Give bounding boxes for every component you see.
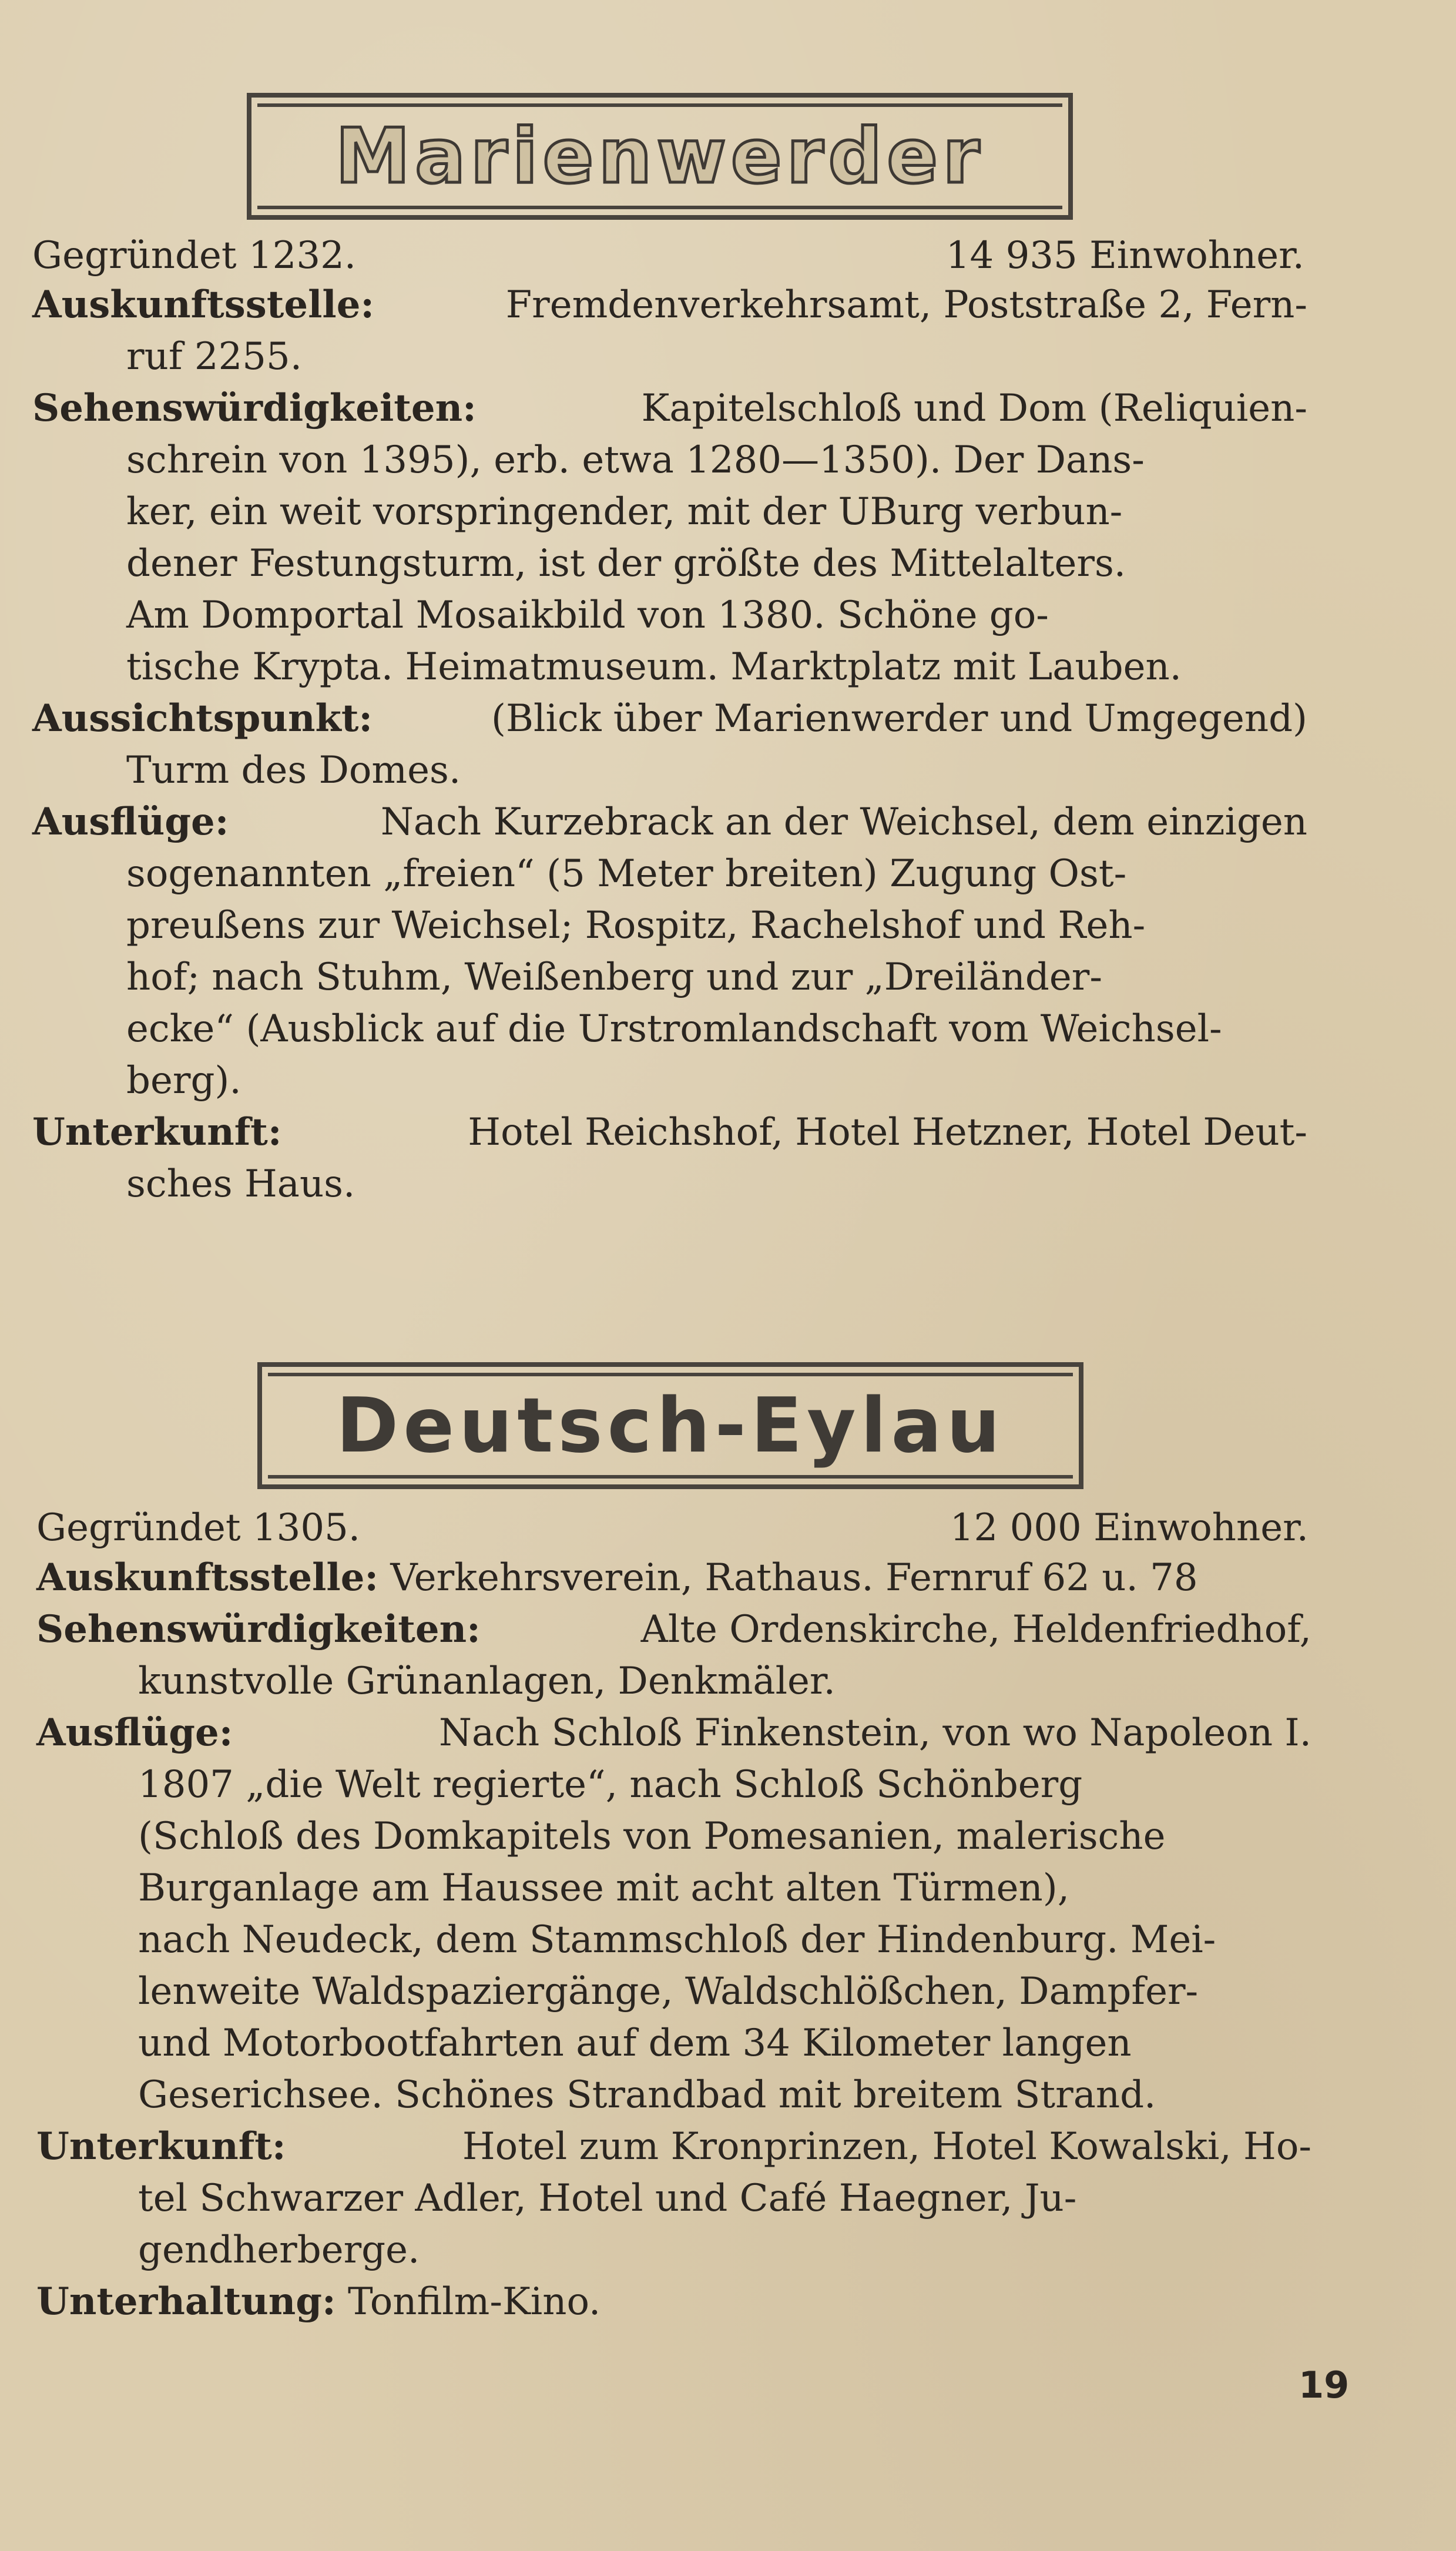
text-line [32, 1106, 1307, 1159]
text-line [126, 899, 1307, 952]
entry-text: Geserichsee. Schönes Strandbad mit breitem Strand. [138, 2073, 1156, 2117]
entry-text: ker, ein weit vorspringender, mit der UBurg verbun- [126, 490, 1123, 534]
entry-text: schrein von 1395), erb. etwa 1280—1350). Der Dans- [126, 438, 1145, 482]
entry-text: (Blick über Marienwerder und Umgegend) [491, 697, 1307, 740]
text-line [36, 1707, 1311, 1759]
entry-label: Unterhaltung: [36, 2280, 336, 2324]
entry-text: Hotel zum Kronprinzen, Hotel Kowalski, Ho- [462, 2125, 1311, 2168]
text-line [138, 1862, 1311, 1915]
text-line [126, 951, 1307, 1004]
entry-text: Burganlage am Haussee mit acht alten Türmen), [138, 1866, 1070, 1910]
entry-text: Hotel Reichshof, Hotel Hetzner, Hotel Deut- [468, 1111, 1307, 1154]
text-line [126, 641, 1307, 693]
text-line [32, 692, 1307, 745]
entry-text: Am Domportal Mosaikbild von 1380. Schöne go- [126, 594, 1049, 637]
entry-text: dener Festungsturm, ist der größte des Mittelalters. [126, 542, 1126, 585]
section-title: Deutsch-Eylau [336, 1382, 1005, 1470]
entry-text: Nach Schloß Finkenstein, von wo Napoleon I. [439, 1711, 1311, 1755]
entry-text: (Schloß des Domkapitels von Pomesanien, malerische [138, 1815, 1166, 1858]
text-line [32, 796, 1307, 849]
entry-text: nach Neudeck, dem Stammschloß der Hindenburg. Mei- [138, 1918, 1216, 1962]
entry-label: Ausflüge: [36, 1711, 233, 1755]
entry-text: Tonfilm-Kino. [348, 2280, 601, 2324]
founded-population-row [32, 229, 1304, 282]
entry-text: sogenannten „freien“ (5 Meter breiten) Zugung Ost- [126, 852, 1127, 896]
entry-text: preußens zur Weichsel; Rospitz, Rachelshof und Reh- [126, 904, 1146, 947]
entry-text: berg). [126, 1059, 241, 1102]
text-line [36, 2275, 1311, 2328]
text-line [126, 847, 1307, 900]
entry-label: Sehenswürdigkeiten: [32, 386, 477, 430]
entry-text: hof; nach Stuhm, Weißenberg und zur „Dreiländer- [126, 956, 1102, 999]
text-line [138, 2017, 1311, 2070]
page-number: 19 [1299, 2364, 1350, 2406]
text-line [126, 1158, 1307, 1211]
entry-text: Kapitelschloß und Dom (Reliquien- [641, 387, 1307, 430]
entry-text: ruf 2255. [126, 335, 303, 378]
entry-label: Auskunftsstelle: [32, 283, 375, 327]
text-line [126, 485, 1307, 538]
entry-text: lenweite Waldspaziergänge, Waldschlößchen, Dampfer- [138, 1970, 1199, 2013]
text-line [138, 2069, 1311, 2121]
text-line [138, 2172, 1311, 2225]
entry-label: Auskunftsstelle: [36, 1556, 379, 1600]
entry-text: 1807 „die Welt regierte“, nach Schloß Schönberg [138, 1763, 1083, 1806]
text-line [138, 1758, 1311, 1811]
text-line [36, 2120, 1311, 2173]
text-line [126, 744, 1307, 797]
section-title: Marienwerder [335, 112, 985, 200]
entry-label: Ausflüge: [32, 800, 229, 844]
entry-label: Sehenswürdigkeiten: [36, 1607, 481, 1651]
entry-text: tische Krypta. Heimatmuseum. Marktplatz mit Lauben. [126, 645, 1182, 689]
founded-population-row [36, 1501, 1309, 1554]
entry-text: tel Schwarzer Adler, Hotel und Café Haegner, Ju- [138, 2177, 1077, 2220]
entry-text: Verkehrsverein, Rathaus. Fernruf 62 u. 78 [390, 1556, 1198, 1600]
text-line [126, 537, 1307, 590]
entry-text: Fremdenverkehrsamt, Poststraße 2, Fern- [505, 283, 1307, 327]
text-line [36, 1551, 1311, 1604]
entry-text: kunstvolle Grünanlagen, Denkmäler. [138, 1660, 836, 1703]
entry-text: Turm des Domes. [126, 749, 461, 792]
text-line [126, 1003, 1307, 1055]
text-line [36, 1603, 1311, 1656]
entry-text: sches Haus. [126, 1162, 355, 1206]
text-line [138, 2224, 1311, 2277]
entry-label: Unterkunft: [32, 1110, 282, 1154]
founded-text: Gegründet 1232. [32, 234, 357, 277]
entry-text: Nach Kurzebrack an der Weichsel, dem einzigen [380, 800, 1307, 844]
entry-text: gendherberge. [138, 2228, 420, 2272]
population-text: 12 000 Einwohner. [950, 1506, 1309, 1550]
text-line [32, 279, 1307, 331]
entry-text: Alte Ordenskirche, Heldenfriedhof, [640, 1608, 1311, 1651]
text-line [138, 1913, 1311, 1966]
text-line [126, 434, 1307, 487]
population-text: 14 935 Einwohner. [945, 234, 1304, 277]
section-title-box [247, 93, 1073, 220]
text-line [126, 330, 1307, 383]
text-line [138, 1655, 1311, 1708]
text-line [138, 1965, 1311, 2018]
entry-label: Aussichtspunkt: [32, 696, 373, 740]
text-line [126, 589, 1307, 642]
entry-text: ecke“ (Ausblick auf die Urstromlandschaft vom Weichsel- [126, 1007, 1222, 1051]
text-line [32, 382, 1307, 435]
entry-text: und Motorbootfahrten auf dem 34 Kilometer langen [138, 2022, 1132, 2065]
section-title-box [257, 1362, 1083, 1489]
founded-text: Gegründet 1305. [36, 1506, 361, 1550]
text-line [126, 1054, 1307, 1107]
text-line [138, 1810, 1311, 1863]
entry-label: Unterkunft: [36, 2124, 286, 2168]
